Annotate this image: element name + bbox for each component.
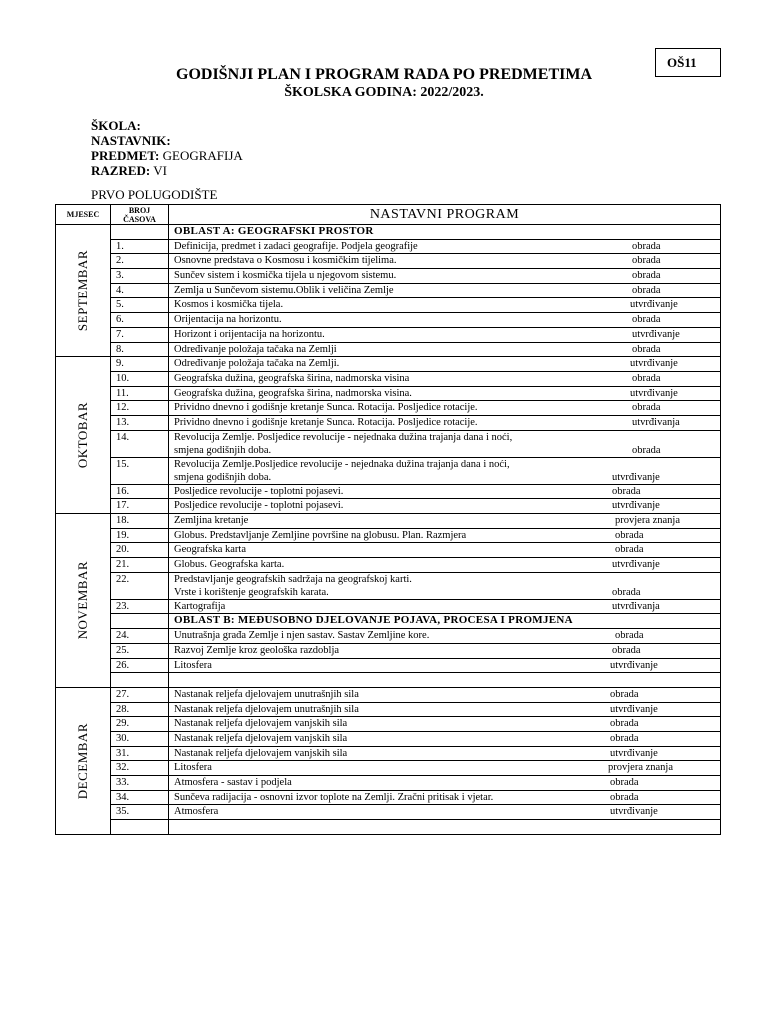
lesson-topic: Geografska karta	[174, 544, 247, 556]
lesson-cell	[169, 805, 721, 820]
empty-num-cell	[111, 820, 169, 835]
lesson-cell	[169, 357, 721, 372]
lesson-content	[174, 543, 718, 556]
lesson-number: 6.	[111, 313, 169, 328]
lesson-number: 10.	[111, 371, 169, 386]
lesson-content	[174, 573, 718, 599]
subject-row	[91, 148, 243, 163]
program-header: NASTAVNI PROGRAM	[169, 205, 721, 225]
lesson-topic: Unutrašnja građa Zemlje i njen sastav. Sastav Zemljine kore.	[174, 630, 430, 642]
lesson-cell	[169, 572, 721, 599]
lesson-type: obrada	[610, 777, 639, 788]
lesson-cell	[169, 371, 721, 386]
month-label: NOVEMBAR	[75, 561, 90, 640]
month-header: MJESEC	[56, 205, 111, 225]
lesson-topic: Prividno dnevno i godišnje kretanje Sunca. Rotacija. Posljedice rotacije.	[174, 416, 478, 428]
lesson-cell	[169, 658, 721, 673]
lesson-topic: Revolucija Zemlje. Posljedice revolucije - nejednaka dužina trajanja dana i noći,	[174, 431, 513, 443]
lesson-type: obrada	[632, 314, 661, 326]
lesson-topic: Određivanje položaja tačaka na Zemlji.	[174, 358, 340, 370]
school-year: ŠKOLSKA GODINA: 2022/2023.	[284, 85, 484, 100]
table-row	[56, 805, 721, 820]
table-row	[56, 776, 721, 791]
lesson-cell	[169, 643, 721, 658]
lesson-number: 22.	[111, 572, 169, 599]
lesson-content	[174, 688, 718, 701]
table-row	[56, 327, 721, 342]
lesson-number: 8.	[111, 342, 169, 357]
empty-row	[56, 820, 721, 835]
lesson-topic-continued: smjena godišnjih doba.	[174, 444, 272, 456]
table-row	[56, 572, 721, 599]
area-row	[56, 614, 721, 629]
lesson-number: 35.	[111, 805, 169, 820]
table-row	[56, 702, 721, 717]
lesson-content	[174, 761, 718, 774]
table-header-row	[56, 205, 721, 225]
lesson-type: obrada	[610, 718, 639, 730]
lesson-topic: Zemljina kretanje	[174, 515, 249, 526]
table-row	[56, 643, 721, 658]
lesson-cell	[169, 629, 721, 644]
lesson-cell	[169, 543, 721, 558]
empty-program-cell	[169, 820, 721, 835]
lesson-content	[174, 703, 718, 716]
lesson-content	[174, 629, 718, 642]
month-label: DECEMBAR	[75, 722, 90, 799]
lesson-content	[174, 747, 718, 760]
lesson-number: 13.	[111, 415, 169, 430]
lesson-topic: Određivanje položaja tačaka na Zemlji	[174, 343, 337, 355]
lesson-topic: Posljedice revolucije - toplotni pojasevi.	[174, 500, 344, 512]
lesson-topic: Kosmos i kosmička tijela.	[174, 299, 284, 311]
lesson-type: utvrđivanje	[632, 328, 680, 340]
lesson-content	[174, 240, 718, 253]
document-title: GODIŠNJI PLAN I PROGRAM RADA PO PREDMETIMA	[176, 66, 592, 83]
lesson-number: 33.	[111, 776, 169, 791]
hours-header	[111, 205, 169, 225]
table-row	[56, 313, 721, 328]
area-num-cell	[111, 614, 169, 629]
hours-header-line2: ČASOVA	[123, 214, 156, 224]
lesson-cell	[169, 528, 721, 543]
table-row	[56, 543, 721, 558]
lesson-number: 34.	[111, 790, 169, 805]
table-row	[56, 269, 721, 284]
month-cell-oktobar	[56, 357, 111, 514]
lesson-content	[174, 499, 718, 512]
lesson-type: utvrđivanje	[610, 747, 658, 759]
lesson-type: utvrđivanje	[610, 703, 658, 715]
lesson-content	[174, 343, 718, 356]
teacher-row	[91, 133, 243, 148]
lesson-topic: Litosfera	[174, 659, 212, 671]
lesson-type: obrada	[632, 240, 661, 252]
month-cell-september	[56, 225, 111, 357]
lesson-type: obrada	[632, 444, 661, 456]
lesson-type: utvrđivanje	[612, 471, 660, 483]
lesson-topic: Posljedice revolucije - toplotni pojasevi.	[174, 485, 344, 497]
lesson-type: obrada	[610, 688, 639, 700]
lesson-topic: Zemlja u Sunčevom sistemu.Oblik i veličina Zemlje	[174, 284, 394, 296]
lesson-type: obrada	[632, 343, 661, 355]
subject-value: GEOGRAFIJA	[162, 148, 243, 163]
lesson-number: 20.	[111, 543, 169, 558]
lesson-topic: Orijentacija na horizontu.	[174, 314, 282, 326]
lesson-cell	[169, 342, 721, 357]
lesson-type: utvrđivanje	[630, 358, 678, 370]
table-row	[56, 558, 721, 573]
lesson-number: 25.	[111, 643, 169, 658]
table-row	[56, 254, 721, 269]
table-row	[56, 731, 721, 746]
lesson-content	[174, 431, 718, 457]
lesson-cell	[169, 761, 721, 776]
lesson-number: 4.	[111, 283, 169, 298]
lesson-topic: Horizont i orijentacija na horizontu.	[174, 328, 325, 340]
lesson-topic-continued: Vrste i korištenje geografskih karata.	[174, 586, 329, 598]
lesson-type: utvrđivanje	[612, 559, 660, 571]
empty-num-cell	[111, 673, 169, 688]
lesson-type: obrada	[632, 402, 661, 414]
table-row	[56, 371, 721, 386]
lesson-content	[174, 805, 718, 818]
lesson-cell	[169, 386, 721, 401]
lesson-content	[174, 558, 718, 571]
lesson-number: 29.	[111, 717, 169, 732]
lesson-number: 17.	[111, 499, 169, 514]
empty-row	[56, 673, 721, 688]
lesson-type: obrada	[612, 644, 641, 656]
table-row	[56, 430, 721, 457]
lesson-topic: Definicija, predmet i zadaci geografije. Podjela geografije	[174, 240, 418, 252]
lesson-cell	[169, 599, 721, 614]
lesson-content	[174, 387, 718, 400]
lesson-topic: Predstavljanje geografskih sadržaja na geografskoj karti.	[174, 573, 412, 585]
lesson-content	[174, 644, 718, 657]
table-row	[56, 386, 721, 401]
lesson-content	[174, 514, 718, 527]
month-label: SEPTEMBAR	[75, 250, 90, 332]
lesson-topic: Atmosfera - sastav i podjela	[174, 777, 292, 788]
lesson-cell	[169, 746, 721, 761]
lesson-number: 16.	[111, 484, 169, 499]
lesson-content	[174, 372, 718, 385]
lesson-content	[174, 458, 718, 484]
month-cell-novembar	[56, 514, 111, 688]
lesson-type: obrada	[610, 732, 639, 744]
lesson-type: utvrđivanje	[610, 806, 658, 818]
lesson-topic: Nastanak reljefa djelovajem unutrašnjih sila	[174, 688, 359, 700]
table-row	[56, 484, 721, 499]
lesson-type: obrada	[632, 284, 661, 296]
lesson-cell	[169, 401, 721, 416]
lesson-cell	[169, 731, 721, 746]
lesson-content	[174, 717, 718, 730]
lesson-content	[174, 313, 718, 326]
lesson-type: obrada	[632, 270, 661, 282]
lesson-content	[174, 401, 718, 414]
lesson-content	[174, 357, 718, 370]
lesson-content	[174, 485, 718, 498]
lesson-number: 26.	[111, 658, 169, 673]
school-row	[91, 118, 243, 133]
lesson-type: utvrđivanje	[630, 299, 678, 311]
grade-label: RAZRED:	[91, 163, 151, 178]
lesson-topic: Litosfera	[174, 762, 212, 774]
lesson-cell	[169, 430, 721, 457]
lesson-number: 27.	[111, 687, 169, 702]
table-row	[56, 717, 721, 732]
lesson-cell	[169, 702, 721, 717]
lesson-cell	[169, 687, 721, 702]
lesson-topic: Sunčev sistem i kosmička tijela u njegovom sistemu.	[174, 270, 397, 282]
lesson-cell	[169, 239, 721, 254]
table-row	[56, 528, 721, 543]
lesson-number: 11.	[111, 386, 169, 401]
grade-value: VI	[153, 163, 167, 178]
lesson-topic: Globus. Predstavljanje Zemljine površine na globusu. Plan. Razmjera	[174, 529, 467, 541]
lesson-number: 21.	[111, 558, 169, 573]
lesson-topic: Nastanak reljefa djelovajem vanjskih sila	[174, 718, 348, 730]
area-heading: OBLAST B: MEĐUSOBNO DJELOVANJE POJAVA, PROCESA I PROMJENA	[169, 614, 721, 629]
lesson-cell	[169, 269, 721, 284]
lesson-type: obrada	[615, 529, 644, 541]
lesson-type: utvrđivanje	[610, 659, 658, 671]
teacher-label: NASTAVNIK:	[91, 133, 171, 148]
subject-label: PREDMET:	[91, 148, 160, 163]
lesson-cell	[169, 254, 721, 269]
lesson-number: 15.	[111, 457, 169, 484]
lesson-type: provjera znanja	[608, 762, 674, 774]
curriculum-table	[55, 204, 721, 835]
lesson-cell	[169, 298, 721, 313]
area-row	[56, 225, 721, 240]
lesson-cell	[169, 558, 721, 573]
lesson-number: 14.	[111, 430, 169, 457]
table-row	[56, 357, 721, 372]
table-row	[56, 629, 721, 644]
table-row	[56, 746, 721, 761]
lesson-cell	[169, 283, 721, 298]
table-row	[56, 283, 721, 298]
lesson-number: 5.	[111, 298, 169, 313]
area-num-cell	[111, 225, 169, 240]
lesson-type: obrada	[615, 544, 644, 556]
month-cell-decembar	[56, 687, 111, 834]
lesson-cell	[169, 457, 721, 484]
lesson-content	[174, 529, 718, 542]
lesson-number: 18.	[111, 514, 169, 529]
lesson-topic: Nastanak reljefa djelovajem vanjskih sila	[174, 747, 348, 759]
lesson-topic: Atmosfera	[174, 806, 219, 818]
table-row	[56, 457, 721, 484]
lesson-content	[174, 328, 718, 341]
lesson-cell	[169, 327, 721, 342]
table-row	[56, 499, 721, 514]
empty-program-cell	[169, 673, 721, 688]
lesson-topic: Nastanak reljefa djelovajem vanjskih sila	[174, 732, 348, 744]
semester-label: PRVO POLUGODIŠTE	[91, 187, 218, 202]
lesson-topic: Osnovne predstava o Kosmosu i kosmičkim tijelima.	[174, 255, 397, 267]
lesson-topic: Geografska dužina, geografska širina, nadmorska visina.	[174, 387, 412, 399]
lesson-number: 30.	[111, 731, 169, 746]
lesson-type: utvrđivanje	[630, 387, 678, 399]
lesson-type: provjera znanja	[615, 515, 681, 526]
table-row	[56, 415, 721, 430]
lesson-type: obrada	[632, 255, 661, 267]
lesson-topic: Globus. Geografska karta.	[174, 559, 285, 571]
lesson-type: obrada	[632, 372, 661, 384]
table-row	[56, 342, 721, 357]
lesson-type: utvrđivanje	[612, 500, 660, 512]
table-row	[56, 761, 721, 776]
lesson-content	[174, 298, 718, 311]
lesson-cell	[169, 499, 721, 514]
lesson-number: 23.	[111, 599, 169, 614]
lesson-topic: Sunčeva radijacija - osnovni izvor toplote na Zemlji. Zračni pritisak i vjetar.	[174, 791, 494, 803]
lesson-number: 32.	[111, 761, 169, 776]
table-row	[56, 599, 721, 614]
lesson-type: obrada	[612, 586, 641, 598]
lesson-number: 31.	[111, 746, 169, 761]
lesson-number: 7.	[111, 327, 169, 342]
lesson-type: utvrđivanja	[632, 416, 680, 428]
lesson-topic: Razvoj Zemlje kroz geološka razdoblja	[174, 644, 340, 656]
table-row	[56, 658, 721, 673]
lesson-type: obrada	[615, 630, 644, 642]
table-row	[56, 790, 721, 805]
table-row	[56, 514, 721, 529]
lesson-number: 3.	[111, 269, 169, 284]
lesson-content	[174, 254, 718, 267]
area-heading: OBLAST A: GEOGRAFSKI PROSTOR	[169, 225, 721, 240]
lesson-topic-continued: smjena godišnjih doba.	[174, 471, 272, 483]
table-row	[56, 401, 721, 416]
lesson-content	[174, 732, 718, 745]
lesson-topic: Revolucija Zemlje.Posljedice revolucije - nejednaka dužina trajanja dana i noći,	[174, 458, 510, 470]
lesson-number: 28.	[111, 702, 169, 717]
lesson-cell	[169, 717, 721, 732]
lesson-cell	[169, 415, 721, 430]
lesson-content	[174, 791, 718, 804]
lesson-cell	[169, 790, 721, 805]
lesson-cell	[169, 484, 721, 499]
lesson-topic: Geografska dužina, geografska širina, nadmorska visina	[174, 372, 410, 384]
lesson-topic: Prividno dnevno i godišnje kretanje Sunca. Rotacija. Posljedice rotacije.	[174, 402, 478, 414]
lesson-type: utvrđivanja	[612, 600, 660, 612]
lesson-content	[174, 659, 718, 672]
lesson-type: obrada	[612, 485, 641, 497]
grade-row	[91, 163, 243, 178]
table-row	[56, 687, 721, 702]
lesson-content	[174, 284, 718, 297]
lesson-number: 24.	[111, 629, 169, 644]
document-info	[91, 118, 243, 178]
lesson-number: 2.	[111, 254, 169, 269]
lesson-content	[174, 269, 718, 282]
table-row	[56, 298, 721, 313]
hours-header-line1: BROJ	[128, 205, 151, 215]
lesson-content	[174, 600, 718, 613]
lesson-content	[174, 776, 718, 789]
school-label: ŠKOLA:	[91, 118, 141, 133]
lesson-cell	[169, 514, 721, 529]
lesson-topic: Kartografija	[174, 600, 226, 612]
lesson-type: obrada	[610, 791, 639, 803]
lesson-number: 1.	[111, 239, 169, 254]
lesson-number: 9.	[111, 357, 169, 372]
lesson-number: 12.	[111, 401, 169, 416]
lesson-topic: Nastanak reljefa djelovajem unutrašnjih sila	[174, 703, 359, 715]
month-label: OKTOBAR	[75, 402, 90, 469]
lesson-content	[174, 416, 718, 429]
table-row	[56, 239, 721, 254]
lesson-cell	[169, 776, 721, 791]
form-code: OŠ11	[667, 55, 697, 70]
lesson-number: 19.	[111, 528, 169, 543]
lesson-cell	[169, 313, 721, 328]
